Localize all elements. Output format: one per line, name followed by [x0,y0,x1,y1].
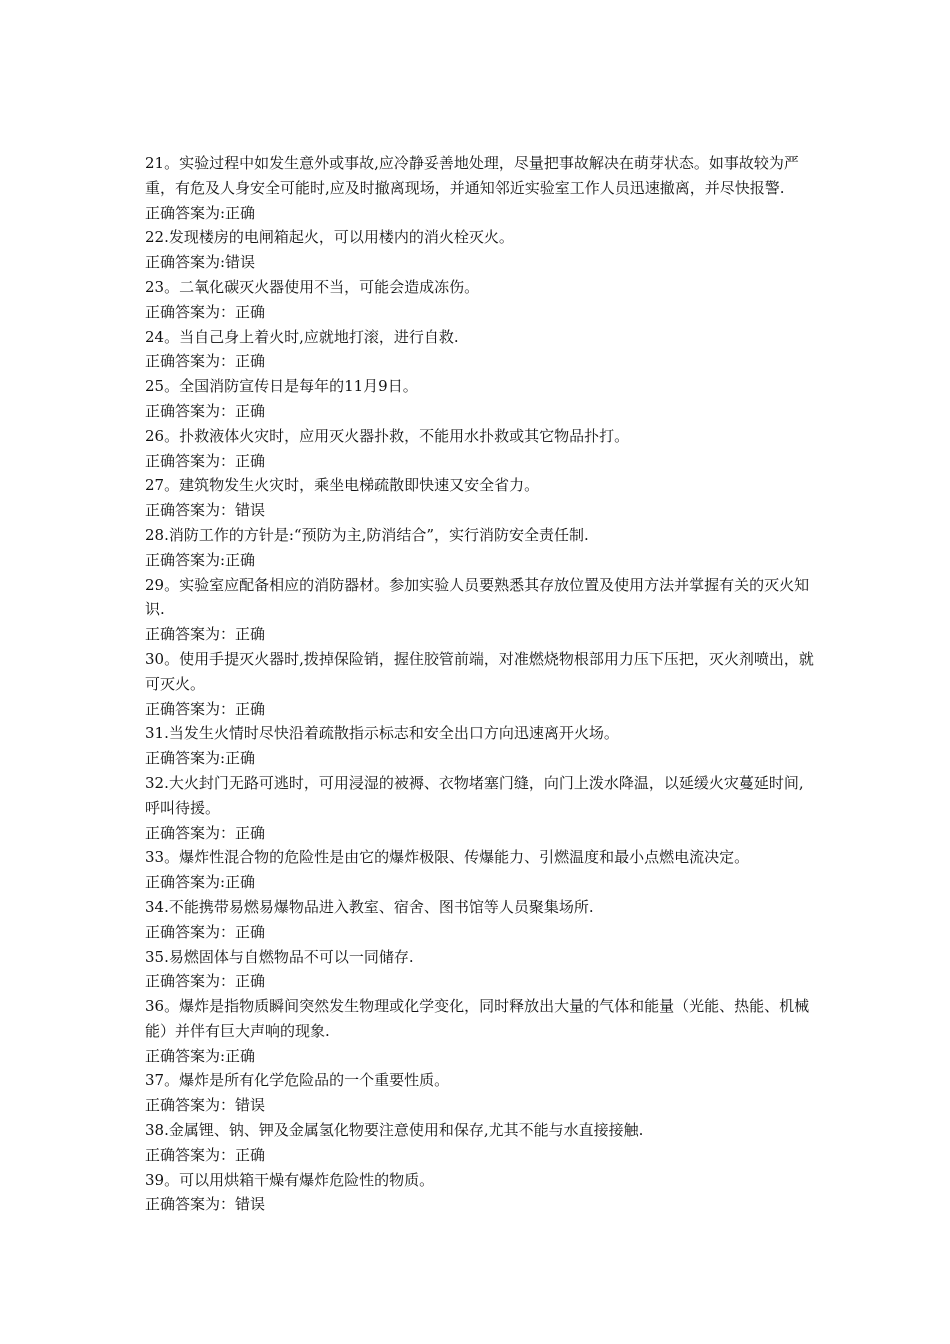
answer-27: 正确答案为：错误 [145,501,266,520]
answer-32: 正确答案为：正确 [145,823,266,842]
question-21: 21。实验过程中如发生意外或事故,应冷静妥善地处理，尽量把事故解决在萌芽状态。如事故较为严重，有危及人身安全可能时,应及时撤离现场，并通知邻近实验室工作人员迅速撤离，并尽快报警. [145,154,799,197]
answer-39: 正确答案为：错误 [145,1195,266,1214]
document-body [145,151,815,1217]
answer-22: 正确答案为:错误 [145,253,256,272]
answer-23: 正确答案为：正确 [145,302,266,321]
question-36: 36。爆炸是指物质瞬间突然发生物理或化学变化，同时释放出大量的气体和能量（光能、热能、机械能）并伴有巨大声响的现象. [145,997,810,1040]
question-33: 33。爆炸性混合物的危险性是由它的爆炸极限、传爆能力、引燃温度和最小点燃电流决定。 [145,848,750,867]
question-27: 27。建筑物发生火灾时，乘坐电梯疏散即快速又安全省力。 [145,476,540,495]
answer-30: 正确答案为：正确 [145,699,266,718]
answer-25: 正确答案为：正确 [145,401,266,420]
answer-29: 正确答案为：正确 [145,625,266,644]
question-35: 35.易燃固体与自燃物品不可以一同储存. [145,947,414,966]
question-37: 37。爆炸是所有化学危险品的一个重要性质。 [145,1071,450,1090]
question-26: 26。扑救液体火灾时，应用灭火器扑救，不能用水扑救或其它物品扑打。 [145,426,630,445]
answer-24: 正确答案为：正确 [145,352,266,371]
question-28: 28.消防工作的方针是:“预防为主,防消结合”，实行消防安全责任制. [145,525,589,544]
question-25: 25。全国消防宣传日是每年的11月9日。 [145,377,418,396]
question-22: 22.发现楼房的电闸箱起火，可以用楼内的消火栓灭火。 [145,228,514,247]
question-23: 23。二氧化碳灭火器使用不当，可能会造成冻伤。 [145,277,480,296]
answer-36: 正确答案为:正确 [145,1046,256,1065]
question-24: 24。当自己身上着火时,应就地打滚，进行自救. [145,327,459,346]
answer-37: 正确答案为：错误 [145,1096,266,1115]
question-32: 32.大火封门无路可逃时，可用浸湿的被褥、衣物堵塞门缝，向门上泼水降温，以延缓火灾蔓延时间,呼叫待援。 [145,773,804,817]
answer-26: 正确答案为：正确 [145,451,266,470]
question-30: 30。使用手提灭火器时,拨掉保险销，握住胶管前端，对准燃烧物根部用力压下压把，灭火剂喷出，就可灭火。 [145,649,814,693]
answer-38: 正确答案为：正确 [145,1145,266,1164]
question-39: 39。可以用烘箱干燥有爆炸危险性的物质。 [145,1170,435,1189]
answer-35: 正确答案为：正确 [145,972,266,991]
answer-31: 正确答案为:正确 [145,749,256,768]
answer-33: 正确答案为:正确 [145,873,256,892]
answer-28: 正确答案为:正确 [145,550,256,569]
question-29: 29。实验室应配备相应的消防器材。参加实验人员要熟悉其存放位置及使用方法并掌握有关的灭火知识. [145,575,810,619]
answer-21: 正确答案为:正确 [145,203,256,222]
question-38: 38.金属锂、钠、钾及金属氢化物要注意使用和保存,尤其不能与水直接接触. [145,1121,644,1140]
question-31: 31.当发生火情时尽快沿着疏散指示标志和安全出口方向迅速离开火场。 [145,724,619,743]
answer-34: 正确答案为：正确 [145,922,266,941]
question-34: 34.不能携带易燃易爆物品进入教室、宿舍、图书馆等人员聚集场所. [145,897,594,916]
